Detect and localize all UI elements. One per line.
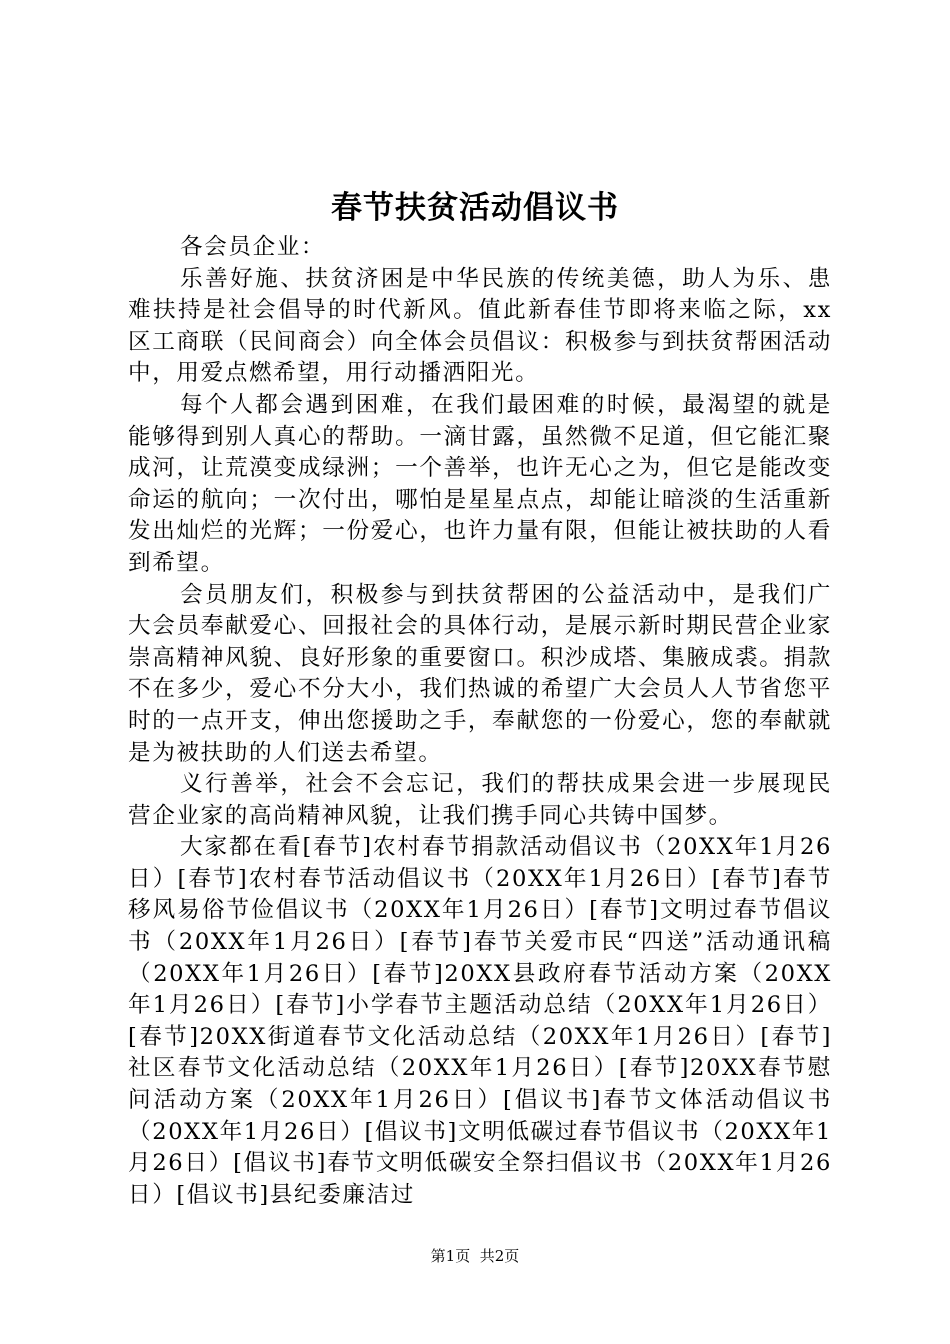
paragraph-related-links: 大家都在看[春节]农村春节捐款活动倡议书（20XX年1月26日）[春节]农村春节活动倡议书（20XX年1月26日）[春节]春节移风易俗节俭倡议书（20XX年1月26日）[春节]文明过春节倡议书（20XX年1月26日）[春节]春节关爱市民“四送”活动通讯稿（20XX年1月26日）[春节]20XX县政府春节活动方案（20XX年1月26日）[春节]小学春节主题活动总结（20XX年1月26日）[春节]20XX街道春节文化活动总结（20XX年1月26日）[春节]社区春节文化活动总结（20XX年1月26日）[春节]20XX春节慰问活动方案（20XX年1月26日）[倡议书]春节文体活动倡议书（20XX年1月26日）[倡议书]文明低碳过春节倡议书（20XX年1月26日）[倡议书]春节文明低碳安全祭扫倡议书（20XX年1月26日）[倡议书]县纪委廉洁过	[128, 834, 832, 1208]
document-body	[128, 232, 832, 1211]
page-number-current: 第1页	[430, 1247, 471, 1265]
paragraph-members: 会员朋友们，积极参与到扶贫帮困的公益活动中，是我们广大会员奉献爱心、回报社会的具体行动，是展示新时期民营企业家崇高精神风貌、良好形象的重要窗口。积沙成塔、集腋成裘。捐款不在多少，爱心不分大小，我们热诚的希望广大会员人人节省您平时的一点开支，伸出您援助之手，奉献您的一份爱心，您的奉献就是为被扶助的人们送去希望。	[128, 581, 832, 766]
document-title: 春节扶贫活动倡议书	[331, 190, 619, 226]
paragraph-closing: 义行善举，社会不会忘记，我们的帮扶成果会进一步展现民营企业家的高尚精神风貌，让我们携手同心共铸中国梦。	[128, 771, 832, 829]
page-number-total: 共2页	[479, 1247, 520, 1265]
footer-separator	[470, 1247, 480, 1265]
paragraph-intro: 乐善好施、扶贫济困是中华民族的传统美德，助人为乐、患难扶持是社会倡导的时代新风。值此新春佳节即将来临之际，xx区工商联（民间商会）向全体会员倡议：积极参与到扶贫帮困活动中，用爱点燃希望，用行动播洒阳光。	[128, 265, 832, 387]
page-footer	[0, 1246, 950, 1266]
paragraph-difficulty: 每个人都会遇到困难，在我们最困难的时候，最渴望的就是能够得到别人真心的帮助。一滴甘露，虽然微不足道，但它能汇聚成河，让荒漠变成绿洲；一个善举，也许无心之为，但它是能改变命运的航向；一次付出，哪怕是星星点点，却能让暗淡的生活重新发出灿烂的光辉；一份爱心，也许力量有限，但能让被扶助的人看到希望。	[128, 391, 832, 576]
salutation: 各会员企业：	[179, 234, 326, 260]
